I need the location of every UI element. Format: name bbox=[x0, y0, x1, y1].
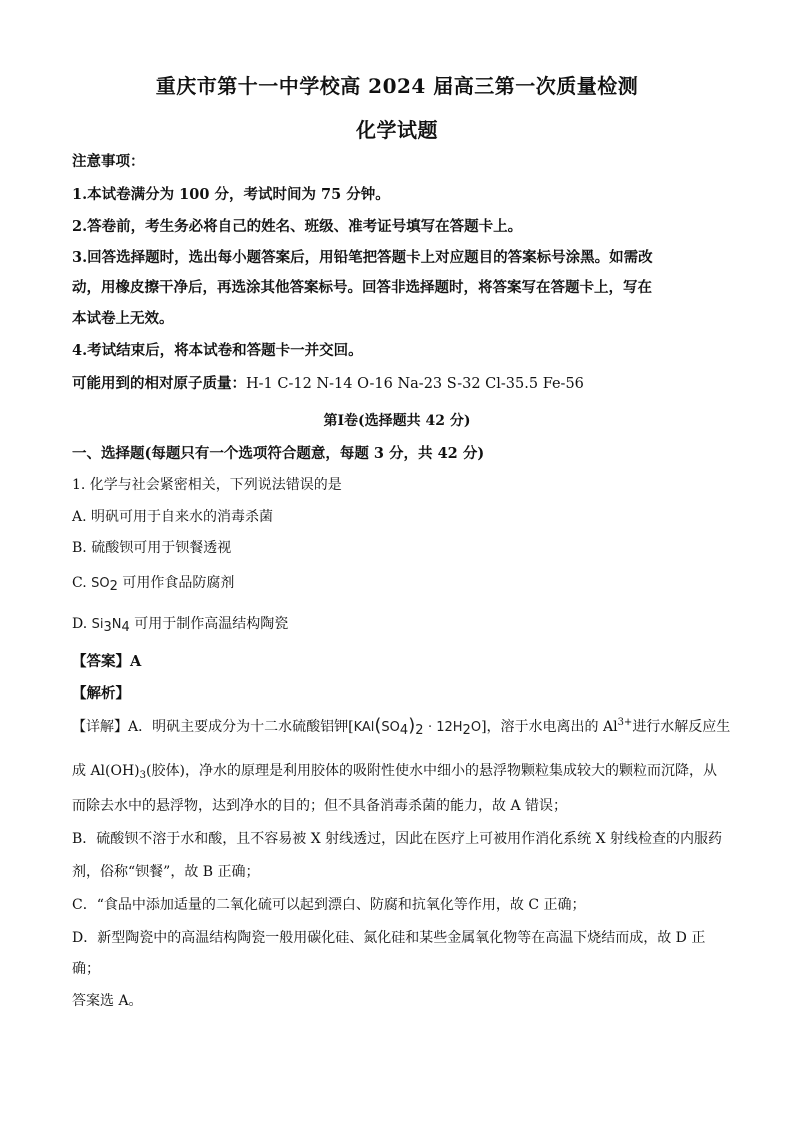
analysis-heading: 【解析】 bbox=[72, 685, 130, 702]
detail-line-5: 剂，俗称“钡餐”，故 B 正确； bbox=[72, 864, 260, 880]
detail-line-8: 确； bbox=[72, 961, 100, 977]
atomic-mass-label: 可能用到的相对原子质量： bbox=[72, 375, 246, 392]
option-d: D. Si3N4 可用于制作高温结构陶瓷 bbox=[72, 616, 289, 635]
detail-line-4: B．硫酸钡不溶于水和酸，且不容易被 X 射线透过，因此在医疗上可被用作消化系统 X 射线检查的内服药 bbox=[72, 831, 723, 847]
part-title: 一、选择题(每题只有一个选项符合题意，每题 3 分，共 42 分) bbox=[72, 445, 485, 462]
exam-title: 重庆市第十一中学校高 2024 届高三第一次质量检测 bbox=[155, 74, 639, 98]
notice-item-3-cont-1: 动，用橡皮擦干净后，再选涂其他答案标号。回答非选择题时，将答案写在答题卡上，写在 bbox=[72, 279, 652, 296]
atomic-mass-values: H-1 C-12 N-14 O-16 Na-23 S-32 Cl-35.5 Fe-56 bbox=[246, 376, 584, 392]
option-c: C. SO2 可用作食品防腐剂 bbox=[72, 575, 235, 594]
answer-line: 【答案】A bbox=[72, 653, 142, 670]
notice-heading: 注意事项： bbox=[72, 153, 145, 170]
detail-line-2: 成 $Al(OH)_3$(胶体)，净水的原理是利用胶体的吸附性使水中细小的悬浮物颗粒集成较大的颗粒而沉降，从 bbox=[72, 763, 717, 781]
detail-line-1: 【详解】A．明矾主要成分为十二水硫酸铝钾[KAl(SO4)2 · 12H2O]，溶于水电离出的 $Al^{3+}$进行水解反应生 bbox=[72, 715, 731, 738]
notice-item-3-cont-2: 本试卷上无效。 bbox=[72, 310, 174, 327]
atomic-mass-line bbox=[72, 372, 722, 393]
option-b: B. 硫酸钡可用于钡餐透视 bbox=[72, 540, 232, 556]
option-a: A. 明矾可用于自来水的消毒杀菌 bbox=[72, 509, 274, 525]
question-stem: 1. 化学与社会紧密相关，下列说法错误的是 bbox=[72, 477, 342, 493]
notice-item-3: 3.回答选择题时，选出每小题答案后，用铅笔把答题卡上对应题目的答案标号涂黑。如需改 bbox=[72, 249, 653, 266]
conclusion-line: 答案选 A。 bbox=[72, 993, 143, 1009]
exam-subtitle: 化学试题 bbox=[356, 118, 438, 142]
detail-line-3: 而除去水中的悬浮物，达到净水的目的；但不具备消毒杀菌的能力，故 A 错误； bbox=[72, 798, 568, 814]
notice-item-1: 1.本试卷满分为 100 分，考试时间为 75 分钟。 bbox=[72, 186, 390, 203]
detail-line-6: C．“食品中添加适量的二氧化硫可以起到漂白、防腐和抗氧化等作用，故 C 正确； bbox=[72, 897, 586, 913]
volume-title: 第Ⅰ卷(选择题共 42 分) bbox=[323, 413, 471, 429]
detail-line-7: D．新型陶瓷中的高温结构陶瓷一般用碳化硅、氮化硅和某些金属氧化物等在高温下烧结而成，故 D 正 bbox=[72, 930, 706, 946]
notice-item-4: 4.考试结束后，将本试卷和答题卡一并交回。 bbox=[72, 342, 363, 359]
notice-item-2: 2.答卷前，考生务必将自己的姓名、班级、准考证号填写在答题卡上。 bbox=[72, 218, 523, 235]
